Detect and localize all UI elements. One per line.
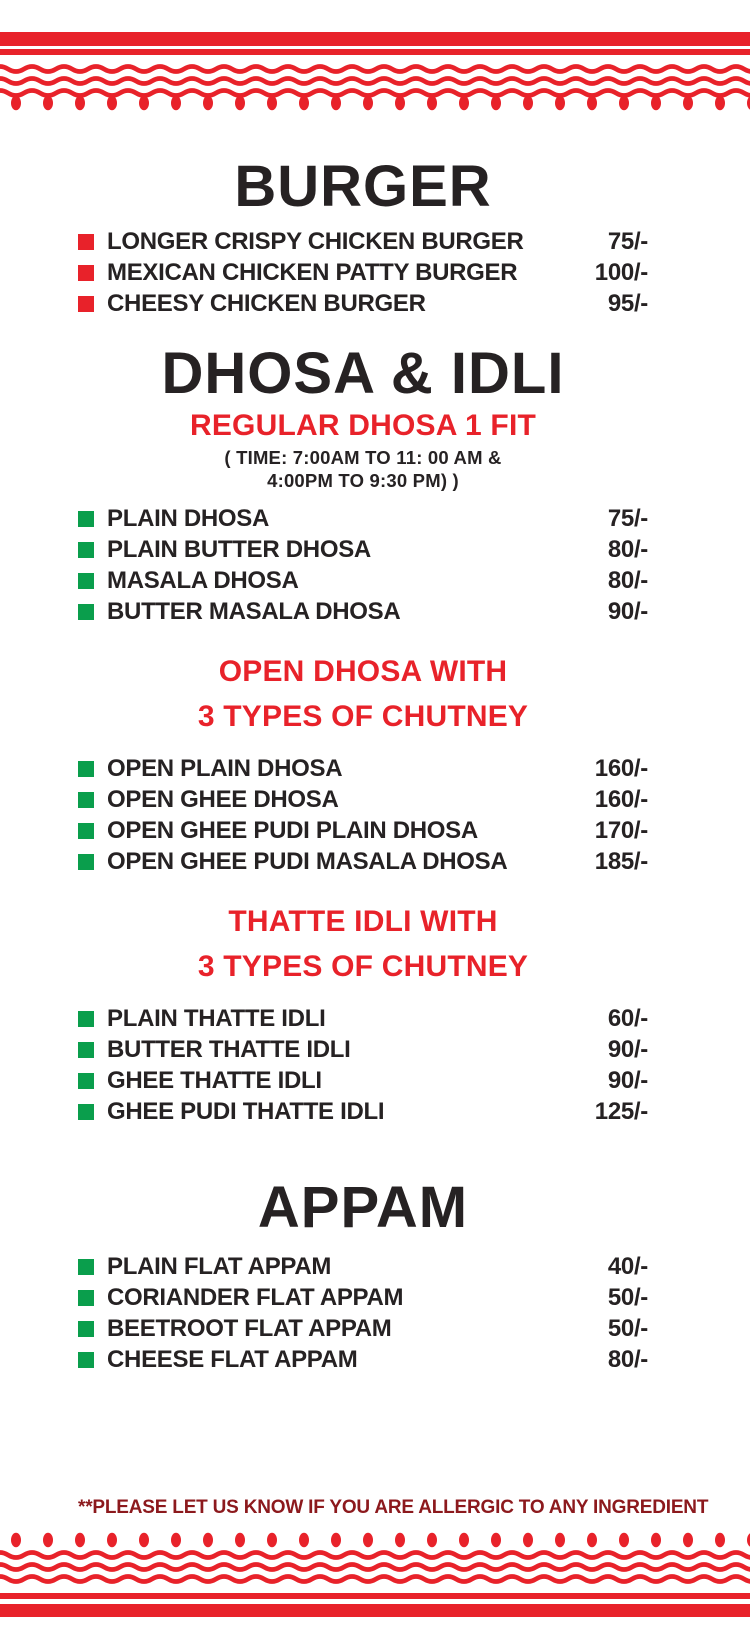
thatte-idli-items — [78, 1003, 648, 1127]
item-name: BUTTER THATTE IDLI — [107, 1035, 351, 1063]
regular-dhosa-items — [78, 503, 648, 627]
menu-item-row — [78, 784, 648, 815]
item-name: OPEN PLAIN DHOSA — [107, 754, 343, 782]
menu-item-row — [78, 503, 648, 534]
subheading-line2: 3 TYPES OF CHUTNEY — [197, 700, 529, 734]
square-bullet-icon — [78, 511, 94, 527]
bottom-dot-pattern — [0, 1532, 750, 1548]
item-price: 90/- — [607, 1066, 648, 1094]
square-bullet-icon — [78, 1352, 94, 1368]
menu-item-row — [78, 257, 648, 288]
square-bullet-icon — [78, 1042, 94, 1058]
subheading-regular-dhosa: REGULAR DHOSA 1 FIT — [189, 409, 537, 442]
item-price: 40/- — [607, 1252, 648, 1280]
item-name: PLAIN BUTTER DHOSA — [107, 535, 371, 563]
item-name: CHEESE FLAT APPAM — [107, 1345, 358, 1373]
item-price: 90/- — [607, 597, 648, 625]
item-price: 125/- — [594, 1097, 648, 1125]
square-bullet-icon — [78, 1290, 94, 1306]
item-price: 50/- — [607, 1283, 648, 1311]
square-bullet-icon — [78, 296, 94, 312]
item-price: 160/- — [594, 785, 648, 813]
item-name: BEETROOT FLAT APPAM — [107, 1314, 392, 1342]
menu-item-row — [78, 226, 648, 257]
section-title-dhosa-idli: DHOSA & IDLI — [161, 341, 565, 406]
subheading-line2: 3 TYPES OF CHUTNEY — [197, 950, 529, 984]
menu-item-row — [78, 1065, 648, 1096]
menu-item-row — [78, 565, 648, 596]
square-bullet-icon — [78, 573, 94, 589]
square-bullet-icon — [78, 792, 94, 808]
section-title-burger: BURGER — [234, 154, 492, 219]
item-price: 160/- — [594, 754, 648, 782]
time-note-line2: 4:00PM TO 9:30 PM) ) — [267, 470, 459, 492]
appam-items — [78, 1251, 648, 1375]
menu-item-row — [78, 1282, 648, 1313]
allergy-note: **PLEASE LET US KNOW IF YOU ARE ALLERGIC TO ANY INGREDIENT — [78, 1497, 709, 1519]
subheading-thatte-idli — [78, 899, 648, 989]
burger-items — [78, 226, 648, 319]
open-dhosa-items — [78, 753, 648, 877]
menu-item-row — [78, 753, 648, 784]
menu-item-row — [78, 1313, 648, 1344]
square-bullet-icon — [78, 542, 94, 558]
item-name: OPEN GHEE DHOSA — [107, 785, 339, 813]
square-bullet-icon — [78, 823, 94, 839]
menu-item-row — [78, 815, 648, 846]
item-name: CHEESY CHICKEN BURGER — [107, 289, 426, 317]
item-price: 75/- — [607, 227, 648, 255]
item-price: 75/- — [607, 504, 648, 532]
menu-content — [78, 0, 709, 1519]
square-bullet-icon — [78, 761, 94, 777]
menu-item-row — [78, 1034, 648, 1065]
menu-item-row — [78, 1251, 648, 1282]
time-note — [78, 446, 648, 493]
menu-item-row — [78, 846, 648, 877]
bottom-thin-bar — [0, 1593, 750, 1599]
item-name: OPEN GHEE PUDI MASALA DHOSA — [107, 847, 508, 875]
square-bullet-icon — [78, 1011, 94, 1027]
square-bullet-icon — [78, 1321, 94, 1337]
item-price: 95/- — [607, 289, 648, 317]
item-name: PLAIN FLAT APPAM — [107, 1252, 332, 1280]
item-price: 90/- — [607, 1035, 648, 1063]
square-bullet-icon — [78, 1104, 94, 1120]
item-name: MASALA DHOSA — [107, 566, 299, 594]
item-name: PLAIN THATTE IDLI — [107, 1004, 326, 1032]
item-name: MEXICAN CHICKEN PATTY BURGER — [107, 258, 518, 286]
square-bullet-icon — [78, 1259, 94, 1275]
item-price: 185/- — [594, 847, 648, 875]
item-name: CORIANDER FLAT APPAM — [107, 1283, 404, 1311]
square-bullet-icon — [78, 854, 94, 870]
item-name: GHEE THATTE IDLI — [107, 1066, 322, 1094]
menu-item-row — [78, 596, 648, 627]
menu-item-row — [78, 288, 648, 319]
menu-item-row — [78, 1096, 648, 1127]
item-price: 80/- — [607, 535, 648, 563]
time-note-line1: ( TIME: 7:00AM TO 11: 00 AM & — [224, 446, 502, 468]
item-price: 50/- — [607, 1314, 648, 1342]
item-name: BUTTER MASALA DHOSA — [107, 597, 401, 625]
subheading-open-dhosa — [78, 649, 648, 739]
square-bullet-icon — [78, 604, 94, 620]
item-name: GHEE PUDI THATTE IDLI — [107, 1097, 385, 1125]
menu-item-row — [78, 1003, 648, 1034]
item-price: 100/- — [594, 258, 648, 286]
item-price: 80/- — [607, 1345, 648, 1373]
square-bullet-icon — [78, 265, 94, 281]
square-bullet-icon — [78, 234, 94, 250]
item-price: 80/- — [607, 566, 648, 594]
section-title-appam: APPAM — [257, 1175, 469, 1241]
item-name: OPEN GHEE PUDI PLAIN DHOSA — [107, 816, 478, 844]
square-bullet-icon — [78, 1073, 94, 1089]
item-name: LONGER CRISPY CHICKEN BURGER — [107, 227, 524, 255]
bottom-thick-bar — [0, 1604, 750, 1617]
item-price: 60/- — [607, 1004, 648, 1032]
subheading-line1: OPEN DHOSA WITH — [218, 655, 508, 689]
item-price: 170/- — [594, 816, 648, 844]
bottom-wave-pattern — [0, 1549, 750, 1585]
menu-item-row — [78, 534, 648, 565]
subheading-line1: THATTE IDLI WITH — [228, 905, 498, 939]
menu-item-row — [78, 1344, 648, 1375]
item-name: PLAIN DHOSA — [107, 504, 270, 532]
